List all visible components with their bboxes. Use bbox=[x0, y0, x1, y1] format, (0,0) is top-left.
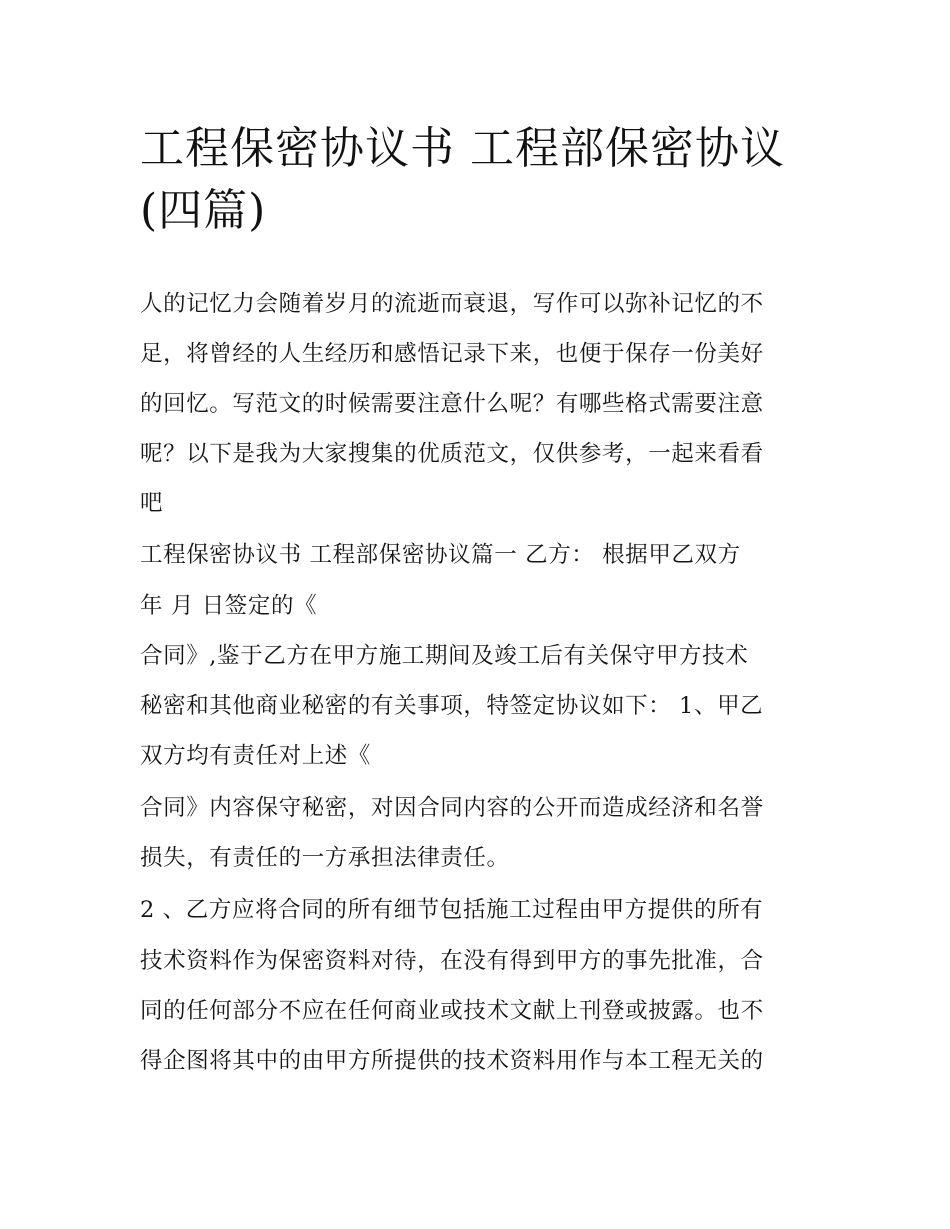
body-line: 合同》内容保守秘密，对因合同内容的公开而造成经济和名誉 bbox=[140, 795, 764, 821]
document-title: 工程保密协议书 工程部保密协议(四篇) bbox=[140, 123, 785, 236]
body-line: 工程保密协议书 工程部保密协议篇一 乙方： 根据甲乙双方 bbox=[140, 542, 741, 568]
body-line: 呢？以下是我为大家搜集的优质范文，仅供参考，一起来看看 bbox=[140, 441, 764, 467]
body-line: 得企图将其中的由甲方所提供的技术资料用作与本工程无关的 bbox=[140, 1048, 764, 1074]
body-line: 的回忆。写范文的时候需要注意什么呢？有哪些格式需要注意 bbox=[140, 391, 764, 417]
body-line: 2 、乙方应将合同的所有细节包括施工过程由甲方提供的所有 bbox=[140, 897, 764, 923]
body-line: 秘密和其他商业秘密的有关事项，特签定协议如下： 1、甲乙 bbox=[140, 693, 764, 719]
body-line: 同的任何部分不应在任何商业或技术文献上刊登或披露。也不 bbox=[140, 998, 764, 1024]
body-line: 双方均有责任对上述《 bbox=[140, 743, 372, 769]
body-line: 合同》,鉴于乙方在甲方施工期间及竣工后有关保守甲方技术 bbox=[140, 643, 749, 669]
body-line: 年 月 日签定的《 bbox=[140, 593, 318, 619]
body-line: 吧 bbox=[140, 490, 164, 516]
body-line: 足，将曾经的人生经历和感悟记录下来，也便于保存一份美好 bbox=[140, 341, 764, 367]
body-line: 损失，有责任的一方承担法律责任。 bbox=[140, 845, 510, 871]
body-line: 技术资料作为保密资料对待，在没有得到甲方的事先批准，合 bbox=[140, 948, 764, 974]
body-line: 人的记忆力会随着岁月的流逝而衰退，写作可以弥补记忆的不 bbox=[140, 291, 764, 317]
